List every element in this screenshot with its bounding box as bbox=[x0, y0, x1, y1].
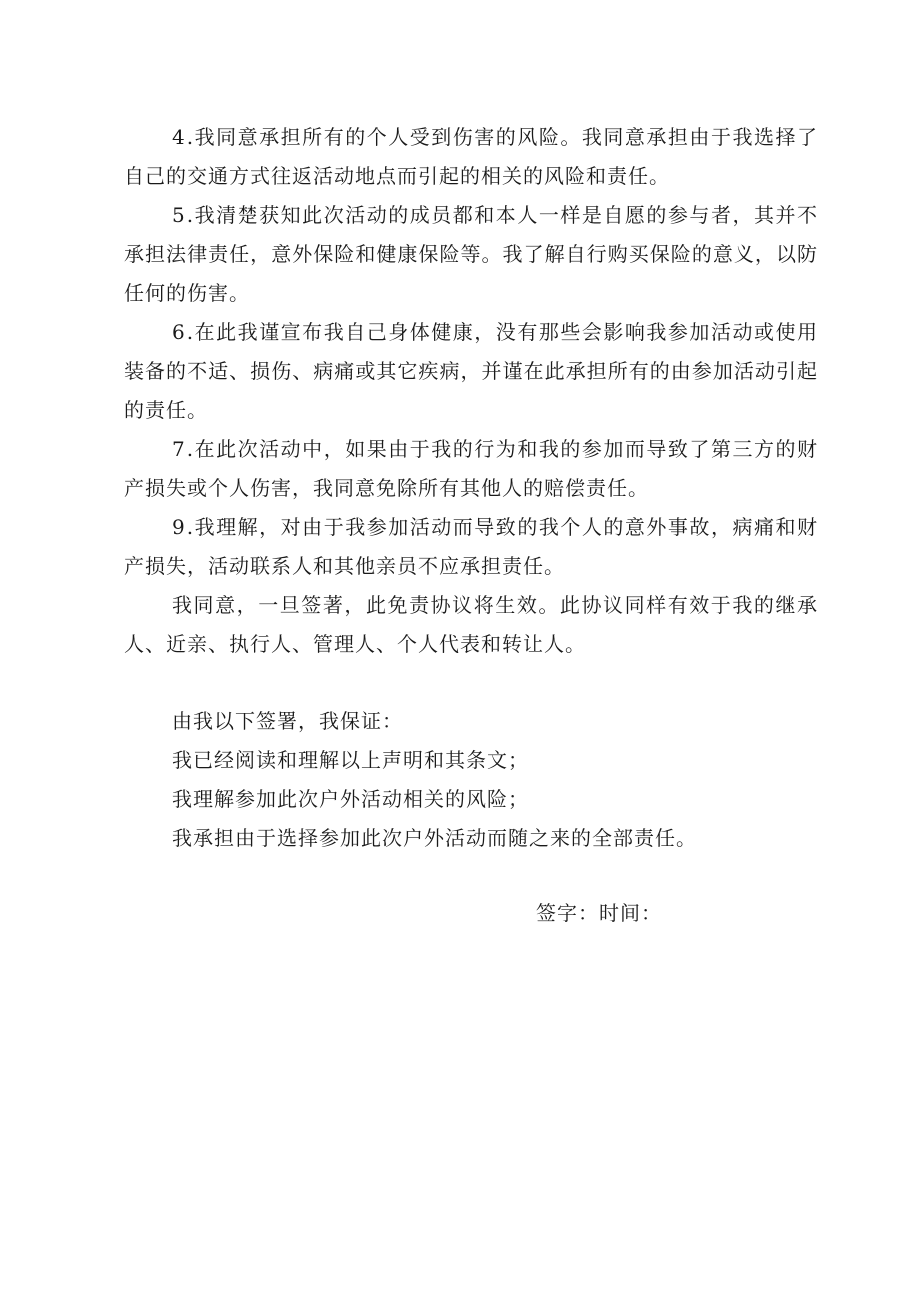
clause-7 bbox=[124, 430, 818, 508]
pledge-item: 我理解参加此次户外活动相关的风险； bbox=[172, 787, 529, 811]
pledge-item: 我已经阅读和理解以上声明和其条文； bbox=[172, 748, 529, 772]
signature-time-label: 签字：时间： bbox=[536, 901, 662, 925]
clause-9 bbox=[124, 508, 818, 586]
agreement-paragraph: 我同意，一旦签著，此免责协议将生效。此协议同样有效于我的继承人、近亲、执行人、管理人、个人代表和转让人。 bbox=[124, 593, 818, 656]
clause-6 bbox=[124, 313, 818, 430]
clause-number: 6 bbox=[172, 320, 187, 344]
clause-number: 4 bbox=[172, 125, 187, 149]
clause-text: .我同意承担所有的个人受到伤害的风险。我同意承担由于我选择了自己的交通方式往返活动地点而引起的相关的风险和责任。 bbox=[124, 125, 818, 188]
clause-5 bbox=[124, 196, 818, 313]
clause-4 bbox=[124, 118, 818, 196]
pledge-item: 我承担由于选择参加此次户外活动而随之来的全部责任。 bbox=[172, 826, 697, 850]
pledge-section bbox=[172, 702, 812, 858]
clause-number: 5 bbox=[172, 203, 187, 227]
clause-list bbox=[124, 118, 818, 664]
clause-number: 7 bbox=[172, 437, 187, 461]
clause-number: 9 bbox=[172, 515, 187, 539]
clause-text: .在此我谨宣布我自己身体健康，没有那些会影响我参加活动或使用装备的不适、损伤、病痛或其它疾病，并谨在此承担所有的由参加活动引起的责任。 bbox=[124, 320, 818, 422]
clause-text: .在此次活动中，如果由于我的行为和我的参加而导致了第三方的财产损失或个人伤害，我同意免除所有其他人的赔偿责任。 bbox=[124, 437, 818, 500]
clause-text: .我理解，对由于我参加活动而导致的我个人的意外事故，病痛和财产损失，活动联系人和其他亲员不应承担责任。 bbox=[124, 515, 818, 578]
pledge-intro: 由我以下签署，我保证： bbox=[172, 709, 403, 733]
clause-text: .我清楚获知此次活动的成员都和本人一样是自愿的参与者，其并不承担法律责任，意外保险和健康保险等。我了解自行购买保险的意义，以防任何的伤害。 bbox=[124, 203, 818, 305]
